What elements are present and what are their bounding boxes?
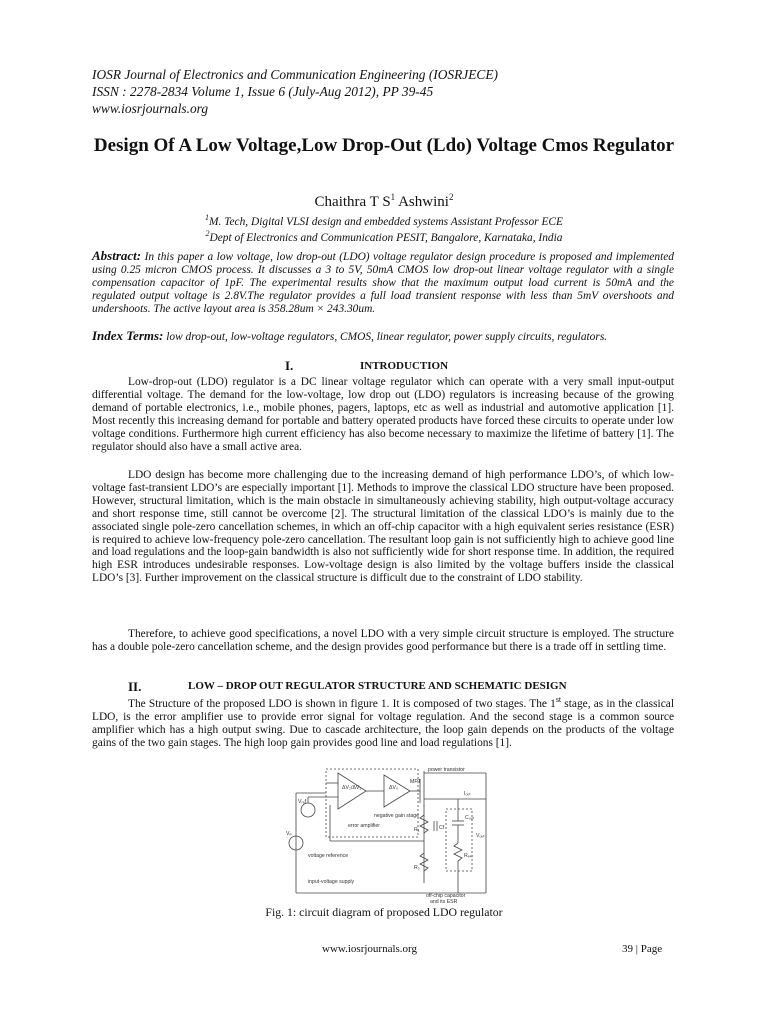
section-2-paragraph-1: The Structure of the proposed LDO is shown in figure 1. It is composed of two stages. The 1st stage, as in the classical LDO, is the error amplifier use to provide error signal for voltage regulation. And the second stage is a common source amplifier which has a high output swing. Due to cascade architecture, the loop gain depends on the products of the voltage gains of the two gain stages. The high loop gain provides good line and load regulations [1]. xyxy=(92,695,674,749)
label-vref: Vᵣₑf xyxy=(298,799,307,805)
label-voltage-reference: voltage reference xyxy=(308,853,349,859)
journal-issn: ISSN : 2278-2834 Volume 1, Issue 6 (July-Aug 2012), PP 39-45 xyxy=(92,84,434,99)
intro-paragraph-1: Low-drop-out (LDO) regulator is a DC linear voltage regulator which can operate with a very small input-output differential voltage. The demand for the low-voltage, low drop out (LDO) regulators is increasing because of the growing demand of portable electronics, i.e., mobile phones, pagers, laptops, etc as well as industrial and automotive application [1]. Most recently this increasing demand for portable and battery operated products have forced these circuits to operate under low voltage conditions. Furthermore high current efficiency has also become necessary to maximize the lifetime of battery [1]. The regulator should also have a small active area. xyxy=(92,376,674,453)
label-resr: Rₑₛᵣ xyxy=(464,853,473,859)
footer-url: www.iosrjournals.org xyxy=(322,943,418,955)
intro-paragraph-3: Therefore, to achieve good specifications, a novel LDO with a very simple circuit structure is employed. The structure has a double pole-zero cancellation scheme, and the design provides good performance but there is a trade off in settling time. xyxy=(92,628,674,653)
label-vout: Vₒᵤₜ xyxy=(476,833,485,839)
label-negative-gain: negative gain stage xyxy=(374,813,419,819)
circuit-diagram xyxy=(286,765,496,903)
label-gain-2: ΔVₒ xyxy=(389,785,398,791)
label-input-supply: input-voltage supply xyxy=(308,879,355,885)
label-r2: R₂ xyxy=(414,865,420,871)
index-terms xyxy=(92,330,674,344)
abstract-label: Abstract: xyxy=(92,248,142,263)
label-error-amplifier: error amplifier xyxy=(348,823,380,829)
label-mp: MPT xyxy=(410,779,421,785)
section-1-number: I. xyxy=(285,358,294,373)
affiliation-1: $^1$M. Tech, Digital VLSI design and embedded systems Assistant Professor ECE xyxy=(205,213,563,228)
abstract-text: In this paper a low voltage, low drop-out (LDO) voltage regulator design procedure is proposed and implemented using 0.25 micron CMOS process. It discusses a 3 to 5V, 50mA CMOS low drop-out linear voltage regulator with a single compensation capacitor of 1pF. The experimental results show that the maximum output load current is 50mA and the regulated output voltage is 2.8V.The regulator provides a full load transient response with less than 5mV overshoots and undershoots. The active layout area is 358.28um × 243.30um. xyxy=(92,251,674,315)
journal-name: IOSR Journal of Electronics and Communication Engineering (IOSRJECE) xyxy=(92,67,498,82)
intro-paragraph-2: LDO design has become more challenging due to the increasing demand of high performance LDO’s, of which low-voltage fast-transient LDO’s are especially important [1]. Methods to improve the classical LDO structure have been proposed. However, structural limitation, which is the main obstacle in simultaneously achieving stability, high output-voltage accuracy and short response time, still cannot be overcome [2]. The structural limitation of the classical LDO’s is mainly due to the associated single pole-zero cancellation schemes, in which an off-chip capacitor with a high equivalent series resistance (ESR) is required to achieve low-frequency pole-zero cancellation. The resultant loop gain is not sufficiently high to achieve good line and load regulations and the loop-gain bandwidth is also not sufficiently wide for short response time. In addition, the required high ESR introduces undesirable responses. Low-voltage design is also limited by the voltage buffers inside the classical LDO’s [3]. Further improvement on the classical structure is difficult due to the constraint of LDO stability. xyxy=(92,469,674,585)
author-2-sup: 2 xyxy=(448,192,454,202)
label-gain-1: ΔV₂/ΔV₁ xyxy=(342,785,362,791)
section-1-title: INTRODUCTION xyxy=(360,360,449,372)
label-iout: Iₒᵤₜ xyxy=(464,791,471,797)
abstract xyxy=(92,250,674,316)
index-terms-label: Index Terms: xyxy=(92,328,164,343)
journal-url: www.iosrjournals.org xyxy=(92,101,209,116)
paper-title: Design Of A Low Voltage,Low Drop-Out (Ldo) Voltage Cmos Regulator xyxy=(93,135,675,156)
label-cf: Cf xyxy=(439,825,445,831)
journal-header xyxy=(92,66,498,117)
label-power-transistor: power transistor xyxy=(428,767,465,773)
label-cout: Cₒᵤₜ xyxy=(465,815,475,821)
figure-caption: Fig. 1: circuit diagram of proposed LDO regulator xyxy=(265,905,503,919)
author-2: Ashwini xyxy=(395,194,449,210)
author-1-sup: 1 xyxy=(390,192,396,202)
author-line xyxy=(0,192,768,211)
index-terms-text: low drop-out, low-voltage regulators, CMOS, linear regulator, power supply circuits, regulators. xyxy=(166,331,608,343)
label-vin: Vᵢₙ xyxy=(286,831,293,837)
label-r1: R₁ xyxy=(414,827,420,833)
label-off-chip: off-chip capacitor xyxy=(426,893,466,899)
affiliation-2: $^2$Dept of Electronics and Communication PESIT, Bangalore, Karnataka, India xyxy=(205,229,563,245)
affiliations xyxy=(0,212,768,245)
section-2-number: II. xyxy=(128,679,142,694)
author-1: Chaithra T S xyxy=(314,194,391,210)
label-esr: and its ESR xyxy=(430,899,458,903)
footer-page-number: 39 | Page xyxy=(622,943,663,955)
section-2-title: LOW – DROP OUT REGULATOR STRUCTURE AND SCHEMATIC DESIGN xyxy=(188,680,567,692)
